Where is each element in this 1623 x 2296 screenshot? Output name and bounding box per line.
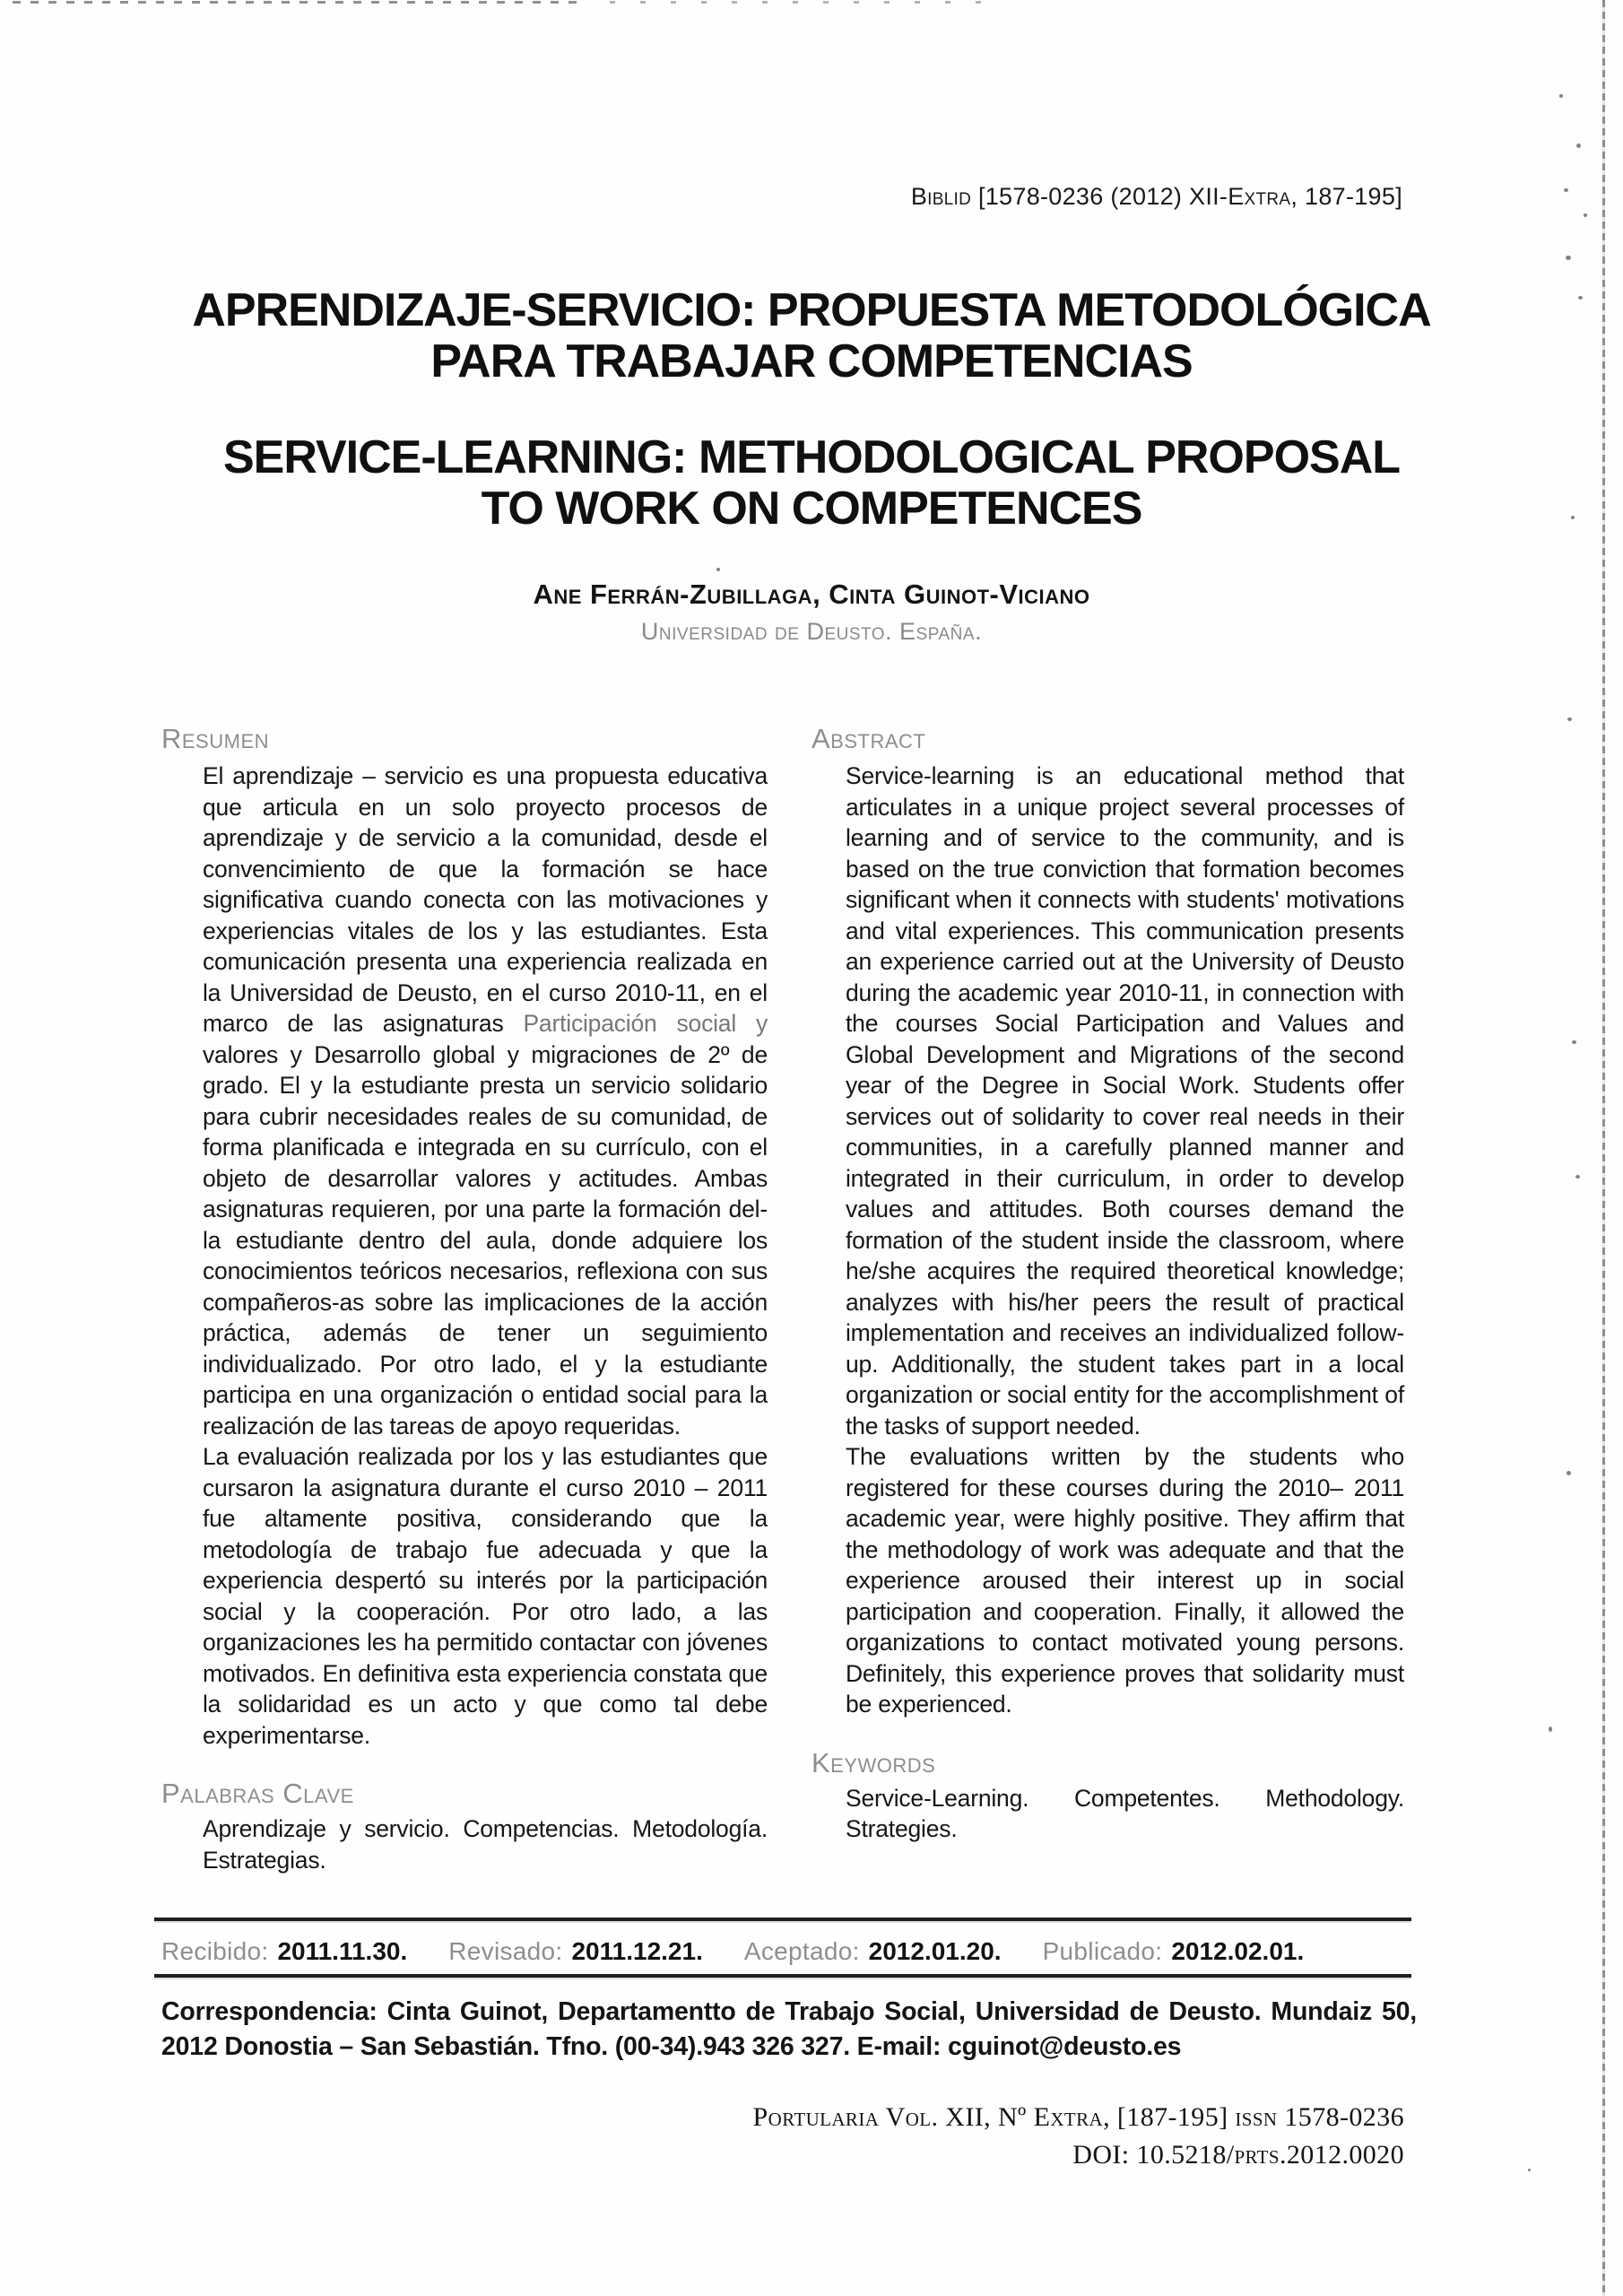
scan-speck xyxy=(716,568,720,571)
resumen-p1-part-b: valores y Desarrollo global y migraciones de 2º de grado. El y la estudiante presta un servicio solidario para cubrir necesidades reales de su comunidad, de forma planificada e integrada en su currículo, con el objeto de desarrollar valores y actitudes. Ambas asignaturas requieren, por una parte la formación del-la estudiante dentro del aula, donde adquiere los conocimientos teóricos necesarios, reflexiona con sus compañeros-as sobre las implicaciones de la acción práctica, además de tener un seguimiento individualizado. Por otro lado, el y la estudiante participa en una organización o entidad social para la realización de las tareas de apoyo requeridas. xyxy=(203,1040,768,1439)
scan-speck xyxy=(1576,144,1581,148)
affiliation: Universidad de Deusto. España. xyxy=(640,618,983,645)
date-recibido-label: Recibido: xyxy=(161,1937,269,1965)
dates-row xyxy=(161,1937,1304,1966)
resumen-heading: Resumen xyxy=(161,723,270,754)
title-english-line2: TO WORK ON COMPETENCES xyxy=(481,483,1142,535)
journal-citation: Portularia Vol. XII, Nº Extra, [187-195] issn 1578-0236 xyxy=(752,2102,1404,2132)
date-aceptado-label: Aceptado: xyxy=(743,1937,860,1965)
authors: Ane Ferrán-Zubillaga, Cinta Guinot-Viciano xyxy=(533,578,1090,610)
scan-speck xyxy=(1584,213,1587,217)
resumen-p1-part-a: El aprendizaje – servicio es una propuesta educativa que articula en un solo proyecto procesos de aprendizaje y de servicio a la comunidad, desde el convencimiento de que la formación se hace significativa cuando conecta con las motivaciones y experiencias vitales de los y las estudiantes. Esta comunicación presenta una experiencia realizada en la Universidad de Deusto, en el curso 2010-11, en el marco de las asignaturas xyxy=(203,762,768,1037)
resumen-column xyxy=(161,723,768,1875)
title-spanish-line1: APRENDIZAJE-SERVICIO: PROPUESTA METODOLÓGICA xyxy=(192,284,1431,336)
title-english xyxy=(18,432,1605,535)
divider-rule-top xyxy=(154,1918,1411,1921)
doi: DOI: 10.5218/prts.2012.0020 xyxy=(1072,2140,1404,2170)
date-aceptado xyxy=(744,1937,1002,1966)
scan-speck xyxy=(1567,1471,1571,1475)
title-spanish xyxy=(18,285,1605,387)
date-recibido xyxy=(161,1937,407,1966)
date-publicado xyxy=(1043,1937,1305,1966)
abstract-paragraph-1: Service-learning is an educational method that articulates in a unique project several processes of learning and of service to the community, and is based on the true conviction that formation becomes significant when it connects with students' motivations and vital experiences. This communication presents an experience carried out at the University of Deusto during the academic year 2010-11, in connection with the courses Social Participation and Values and Global Development and Migrations of the second year of the Degree in Social Work. Students offer services out of solidarity to cover real needs in their communities, in a carefully planned manner and integrated in their curriculum, in order to develop values and attitudes. Both courses demand the formation of the student inside the classroom, where he/she acquires the required theoretical knowledge; analyzes with his/her peers the result of practical implementation and receives an individualized follow-up. Additionally, the student takes part in a local organization or social entity for the accomplishment of the tasks of support needed. xyxy=(846,762,1404,1439)
scan-speck xyxy=(1572,1040,1576,1044)
scan-artifact-top-edge-2 xyxy=(610,1,995,4)
keywords-text: Service-Learning. Competentes. Methodology. Strategies. xyxy=(846,1784,1404,1842)
scan-speck xyxy=(1566,256,1571,260)
scan-speck xyxy=(1567,718,1572,721)
scan-speck xyxy=(1528,2169,1531,2171)
abstract-paragraph-2: The evaluations written by the students who registered for these courses during the 2010– 2011 academic year, were highly positive. They affirm that the methodology of work was adequate and that the experience aroused their interest up in social participation and cooperation. Finally, it allowed the organizations to contact motivated young persons. Definitely, this experience proves that solidarity must be experienced. xyxy=(846,1443,1404,1718)
scan-speck xyxy=(1559,94,1563,98)
date-recibido-value: 2011.11.30. xyxy=(277,1937,408,1965)
date-publicado-label: Publicado: xyxy=(1042,1937,1163,1965)
abstract-body xyxy=(846,761,1404,1720)
course-name-fragment: Participación social y xyxy=(523,1010,768,1037)
date-revisado-value: 2011.12.21. xyxy=(571,1937,703,1965)
title-english-line1: SERVICE-LEARNING: METHODOLOGICAL PROPOSAL xyxy=(222,431,1401,483)
correspondence: Correspondencia: Cinta Guinot, Departamentto de Trabajo Social, Universidad de Deusto. Mundaiz 50, 2012 Donostia – San Sebastián. Tfno. (00-34).943 326 327. E-mail: cguinot@deusto.es xyxy=(161,1997,1417,2061)
scan-artifact-top-edge xyxy=(13,1,586,4)
palabras-clave-heading: Palabras Clave xyxy=(161,1778,354,1809)
keywords-heading: Keywords xyxy=(812,1746,936,1779)
scan-speck xyxy=(1549,1726,1552,1732)
palabras-clave-text: Aprendizaje y servicio. Competencias. Metodología. Estrategias. xyxy=(203,1815,768,1874)
resumen-body xyxy=(203,761,768,1751)
date-revisado xyxy=(448,1937,703,1966)
date-revisado-label: Revisado: xyxy=(448,1937,563,1965)
abstract-heading: Abstract xyxy=(812,723,926,754)
resumen-paragraph-1 xyxy=(203,761,768,1441)
scan-speck xyxy=(1575,1175,1580,1178)
abstract-column xyxy=(812,723,1404,1845)
title-spanish-line2: PARA TRABAJAR COMPETENCIAS xyxy=(430,335,1193,387)
date-aceptado-value: 2012.01.20. xyxy=(868,1937,1002,1965)
divider-rule-bottom xyxy=(154,1974,1411,1978)
scan-speck xyxy=(1564,188,1568,192)
date-publicado-value: 2012.02.01. xyxy=(1171,1937,1305,1965)
biblid: Biblid [1578-0236 (2012) XII-Extra, 187-195] xyxy=(910,183,1402,210)
resumen-paragraph-2: La evaluación realizada por los y las estudiantes que cursaron la asignatura durante el curso 2010 – 2011 fue altamente positiva, considerando que la metodología de trabajo fue adecuada y que la experiencia despertó su interés por la participación social y la cooperación. Por otro lado, a las organizaciones les ha permitido contactar con jóvenes motivados. En definitiva esta experiencia constata que la solidaridad es un acto y que como tal debe experimentarse. xyxy=(203,1443,768,1749)
